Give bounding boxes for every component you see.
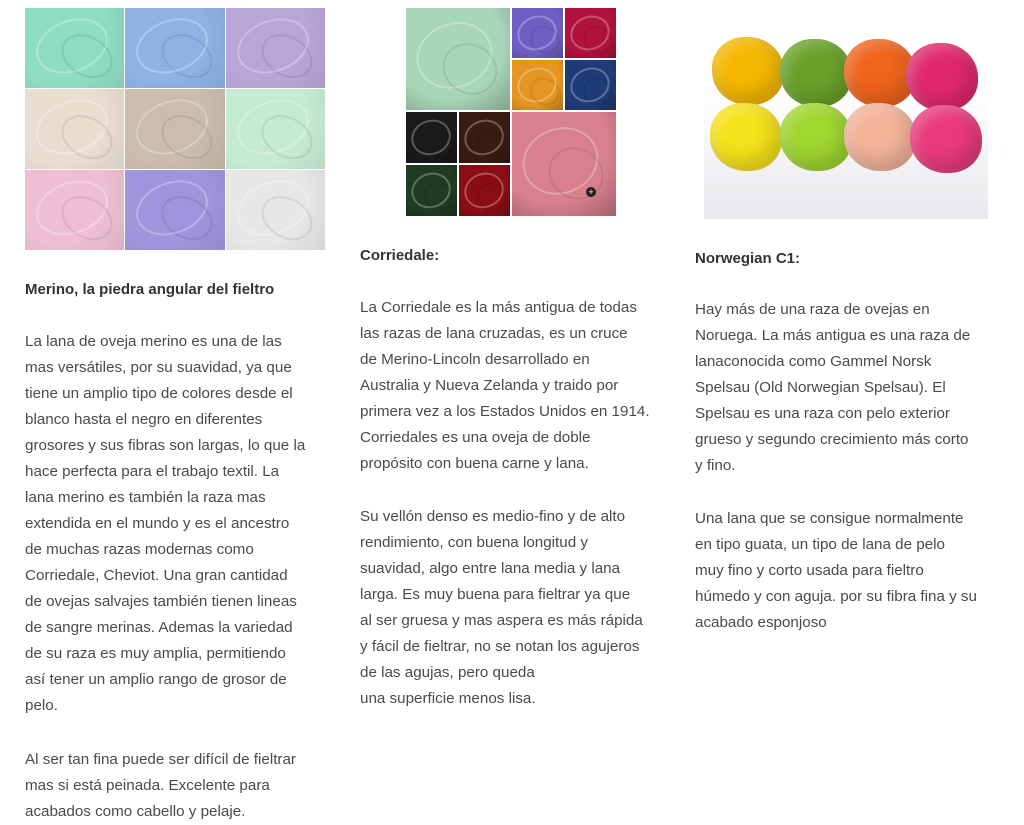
corriedale-paragraph-1	[360, 295, 650, 477]
swatch-black	[406, 112, 457, 163]
text-line: grosores y sus fibras son largas, lo que la	[25, 437, 306, 454]
swatch-crimson	[565, 8, 616, 58]
text-line: Australia y Nueva Zelanda y traido por	[360, 377, 619, 394]
text-line: y fino.	[695, 457, 736, 474]
text-line: La Corriedale es la más antigua de todas	[360, 299, 637, 316]
text-line: una superficie menos lisa.	[360, 690, 536, 707]
wool-swatch	[125, 89, 224, 169]
text-line: suavidad, algo entre lana media y lana	[360, 560, 621, 577]
merino-paragraph-1	[25, 329, 305, 719]
text-line: hace perfecta para el trabajo textil. La	[25, 463, 280, 480]
text-line: Al ser tan fina puede ser difícil de fieltrar	[25, 751, 296, 768]
text-line: blanco hasta el negro en diferentes	[25, 411, 263, 428]
text-line: extendida en el mundo y es el ancestro	[25, 515, 290, 532]
text-line: grueso y segundo crecimiento más corto	[695, 431, 969, 448]
swatch-navy	[565, 60, 616, 110]
text-line: Una lana que se consigue normalmente	[695, 510, 964, 527]
wool-swatch	[226, 170, 325, 250]
text-line: pelo.	[25, 697, 58, 714]
wool-roll	[910, 105, 982, 173]
swatch-orange	[512, 60, 563, 110]
text-line: propósito con buena carne y lana.	[360, 455, 589, 472]
text-line: de Merino-Lincoln desarrollado en	[360, 351, 590, 368]
text-line: rendimiento, con buena longitud y	[360, 534, 588, 551]
text-line: mas versátiles, por su suavidad, ya que	[25, 359, 292, 376]
text-line: Corriedale, Cheviot. Una gran cantidad	[25, 567, 288, 584]
norwegian-paragraph-1	[695, 297, 970, 479]
text-line: primera vez a los Estados Unidos en 1914.	[360, 403, 650, 420]
norwegian-wool-photo	[704, 5, 988, 219]
text-line: al ser gruesa y mas aspera es más rápida	[360, 612, 643, 629]
swatch-brown	[459, 112, 510, 163]
swatch-purple	[512, 8, 563, 58]
wool-swatch	[25, 8, 124, 88]
plus-icon: +	[586, 187, 596, 197]
text-line: larga. Es muy buena para fieltrar ya que	[360, 586, 631, 603]
wool-roll	[710, 103, 782, 171]
wool-swatch	[125, 8, 224, 88]
text-line: muy fino y corto usada para fieltro	[695, 562, 924, 579]
wool-swatch	[226, 89, 325, 169]
text-line: Hay más de una raza de ovejas en	[695, 301, 930, 318]
wool-swatch	[226, 8, 325, 88]
wool-swatch	[25, 89, 124, 169]
text-line: acabados como cabello y pelaje.	[25, 803, 246, 820]
text-line: lana merino es también la raza mas	[25, 489, 266, 506]
wool-roll	[780, 103, 852, 171]
wool-roll	[906, 43, 978, 111]
text-line: húmedo y con aguja. por su fibra fina y su	[695, 588, 977, 605]
merino-paragraph-2	[25, 747, 296, 825]
text-line: de sangre merinas. Ademas la variedad	[25, 619, 293, 636]
wool-roll	[712, 37, 784, 105]
wool-swatch	[125, 170, 224, 250]
swatch-rose	[512, 112, 616, 216]
corriedale-paragraph-2	[360, 504, 643, 712]
swatch-mint	[406, 8, 510, 110]
text-line: acabado esponjoso	[695, 614, 827, 631]
text-line: tiene un amplio tipo de colores desde el	[25, 385, 293, 402]
text-line: y fácil de fieltrar, no se notan los agujeros	[360, 638, 640, 655]
swatch-dark-red	[459, 165, 510, 216]
text-line: Corriedales es una oveja de doble	[360, 429, 591, 446]
merino-heading: Merino, la piedra angular del fieltro	[25, 281, 275, 298]
text-line: de las agujas, pero queda	[360, 664, 535, 681]
text-line: Spelsau es una raza con pelo exterior	[695, 405, 950, 422]
text-line: mas si está peinada. Excelente para	[25, 777, 270, 794]
text-line: de muchas razas modernas como	[25, 541, 254, 558]
text-line: en tipo guata, un tipo de lana de pelo	[695, 536, 945, 553]
corriedale-color-mosaic-image	[406, 8, 616, 216]
text-line: lanaconocida como Gammel Norsk	[695, 353, 932, 370]
text-line: La lana de oveja merino es una de las	[25, 333, 282, 350]
norwegian-heading: Norwegian C1:	[695, 250, 801, 267]
wool-roll	[844, 103, 916, 171]
text-line: Su vellón denso es medio-fino y de alto	[360, 508, 626, 525]
norwegian-paragraph-2	[695, 506, 977, 636]
text-line: de su raza es muy amplia, permitiendo	[25, 645, 286, 662]
text-line: Noruega. La más antigua es una raza de	[695, 327, 971, 344]
text-line: así tener un amplio rango de grosor de	[25, 671, 287, 688]
text-line: de ovejas salvajes también tienen lineas	[25, 593, 297, 610]
merino-color-grid-image	[25, 8, 325, 250]
corriedale-heading: Corriedale:	[360, 247, 440, 264]
wool-swatch	[25, 170, 124, 250]
swatch-dark-green	[406, 165, 457, 216]
text-line: Spelsau (Old Norwegian Spelsau). El	[695, 379, 946, 396]
wool-roll	[780, 39, 852, 107]
text-line: las razas de lana cruzadas, es un cruce	[360, 325, 628, 342]
